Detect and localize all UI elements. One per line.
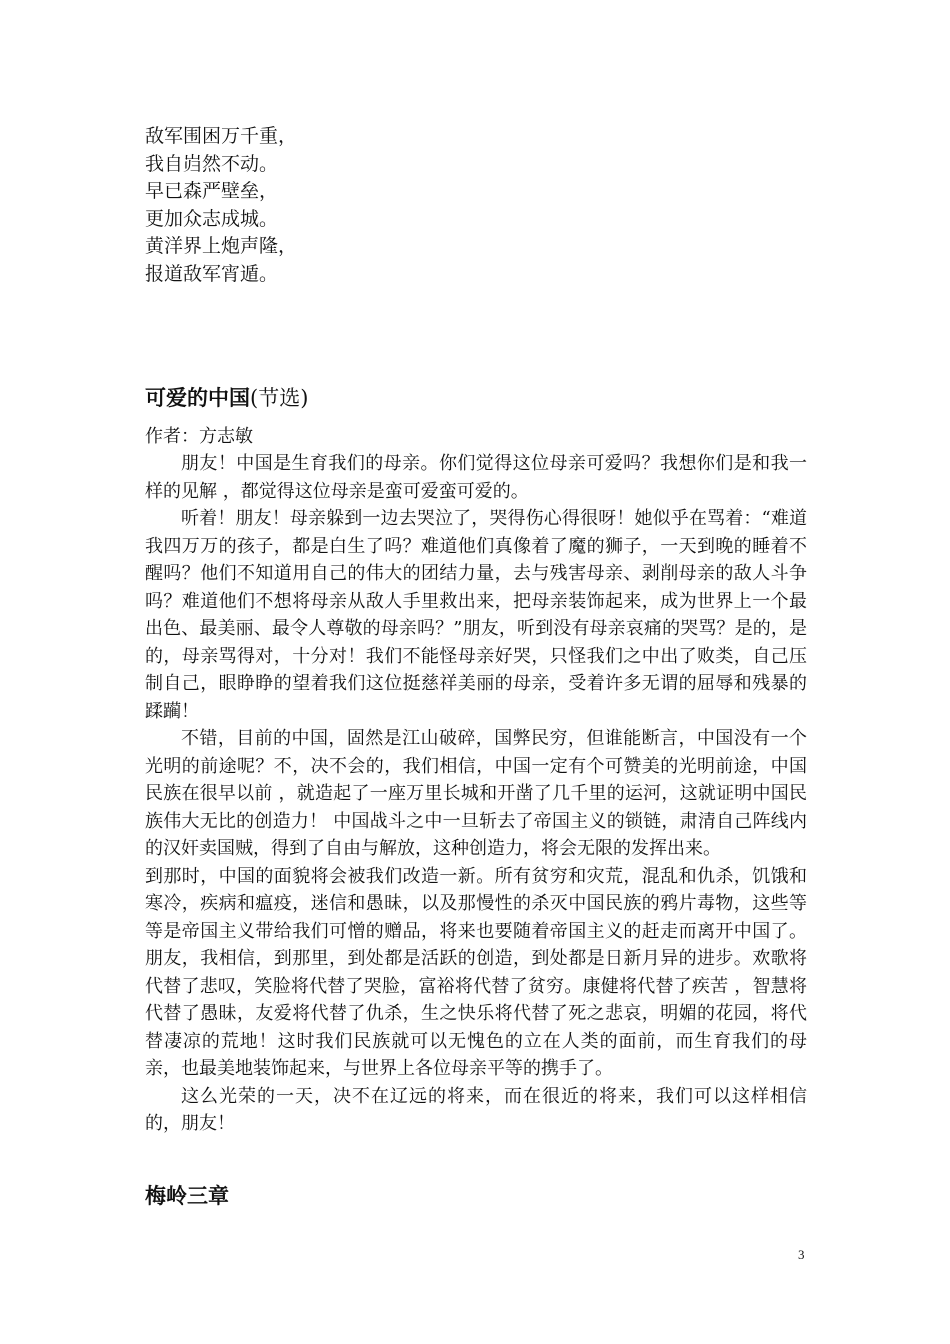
poem-line: 敌军围困万千重， (145, 125, 298, 147)
poem-line: 早已森严壁垒， (145, 180, 279, 202)
next-section-title: 梅岭三章 (145, 1183, 229, 1208)
poem-block (145, 123, 825, 288)
poem-line: 我自岿然不动。 (145, 152, 279, 175)
article-title-text: 可爱的中国 (145, 385, 250, 410)
page-number: 3 (798, 1247, 805, 1262)
article-title-suffix: (节选) (250, 386, 309, 410)
poem-line: 黄洋界上炮声隆， (145, 235, 298, 257)
article-author: 作者：方志敏 (145, 426, 253, 447)
article-title (145, 382, 825, 412)
article-paragraph: 到那时，中国的面貌将会被我们改造一新。所有贫穷和灾荒，混乱和仇杀，饥饿和寒冷，疾病和瘟疫，迷信和愚昧，以及那慢性的杀灭中国民族的鸦片毒物，这些等等是帝国主义带给我们可憎的赠品，将来也要随着帝国主义的赶走而离开中国了。朋友，我相信，到那里，到处都是活跃的创造，到处都是日新月异的进步。欢歌将代替了悲叹，笑脸将代替了哭脸，富裕将代替了贫穷。康健将代替了疾苦 ，智慧将代替了愚昧，友爱将代替了仇杀，生之快乐将代替了死之悲哀，明媚的花园，将代替凄凉的荒地！这时我们民族就可以无愧色的立在人类的面前，而生育我们的母亲，也最美地装饰起来，与世界上各位母亲平等的携手了。 (145, 865, 807, 1079)
article-body (145, 450, 807, 1138)
article-paragraph: 听着！朋友！母亲躲到一边去哭泣了，哭得伤心得很呀！她似乎在骂着：“难道我四万万的孩子，都是白生了吗？难道他们真像着了魔的狮子，一天到晚的睡着不醒吗？他们不知道用自己的伟大的团结力量，去与残害母亲、剥削母亲的敌人斗争吗？难道他们不想将母亲从敌人手里救出来，把母亲装饰起来，成为世界上一个最出色、最美丽、最令人尊敬的母亲吗？”朋友，听到没有母亲哀痛的哭骂？是的，是的，母亲骂得对，十分对！我们不能怪母亲好哭，只怪我们之中出了败类，自己压制自己，眼睁睁的望着我们这位挺慈祥美丽的母亲，受着许多无谓的屈辱和残暴的蹂躏！ (145, 508, 807, 722)
article-paragraph: 这么光荣的一天，决不在辽远的将来，而在很近的将来，我们可以这样相信的，朋友！ (145, 1085, 807, 1134)
article-paragraph: 朋友！中国是生育我们的母亲。你们觉得这位母亲可爱吗？我想你们是和我一样的见解 ，都觉得这位母亲是蛮可爱蛮可爱的。 (145, 453, 807, 502)
poem-line: 更加众志成城。 (145, 207, 279, 230)
poem-line: 报道敌军宵遁。 (145, 262, 279, 285)
article-paragraph: 不错，目前的中国，固然是江山破碎，国弊民穷，但谁能断言，中国没有一个光明的前途呢？不，决不会的，我们相信，中国一定有个可赞美的光明前途，中国民族在很早以前 ，就造起了一座万里长城和开凿了几千里的运河，这就证明中国民族伟大无比的创造力！ 中国战斗之中一旦斩去了帝国主义的锁链，肃清自己阵线内的汉奸卖国贼，得到了自由与解放，这种创造力，将会无限的发挥出来。 (145, 728, 807, 859)
